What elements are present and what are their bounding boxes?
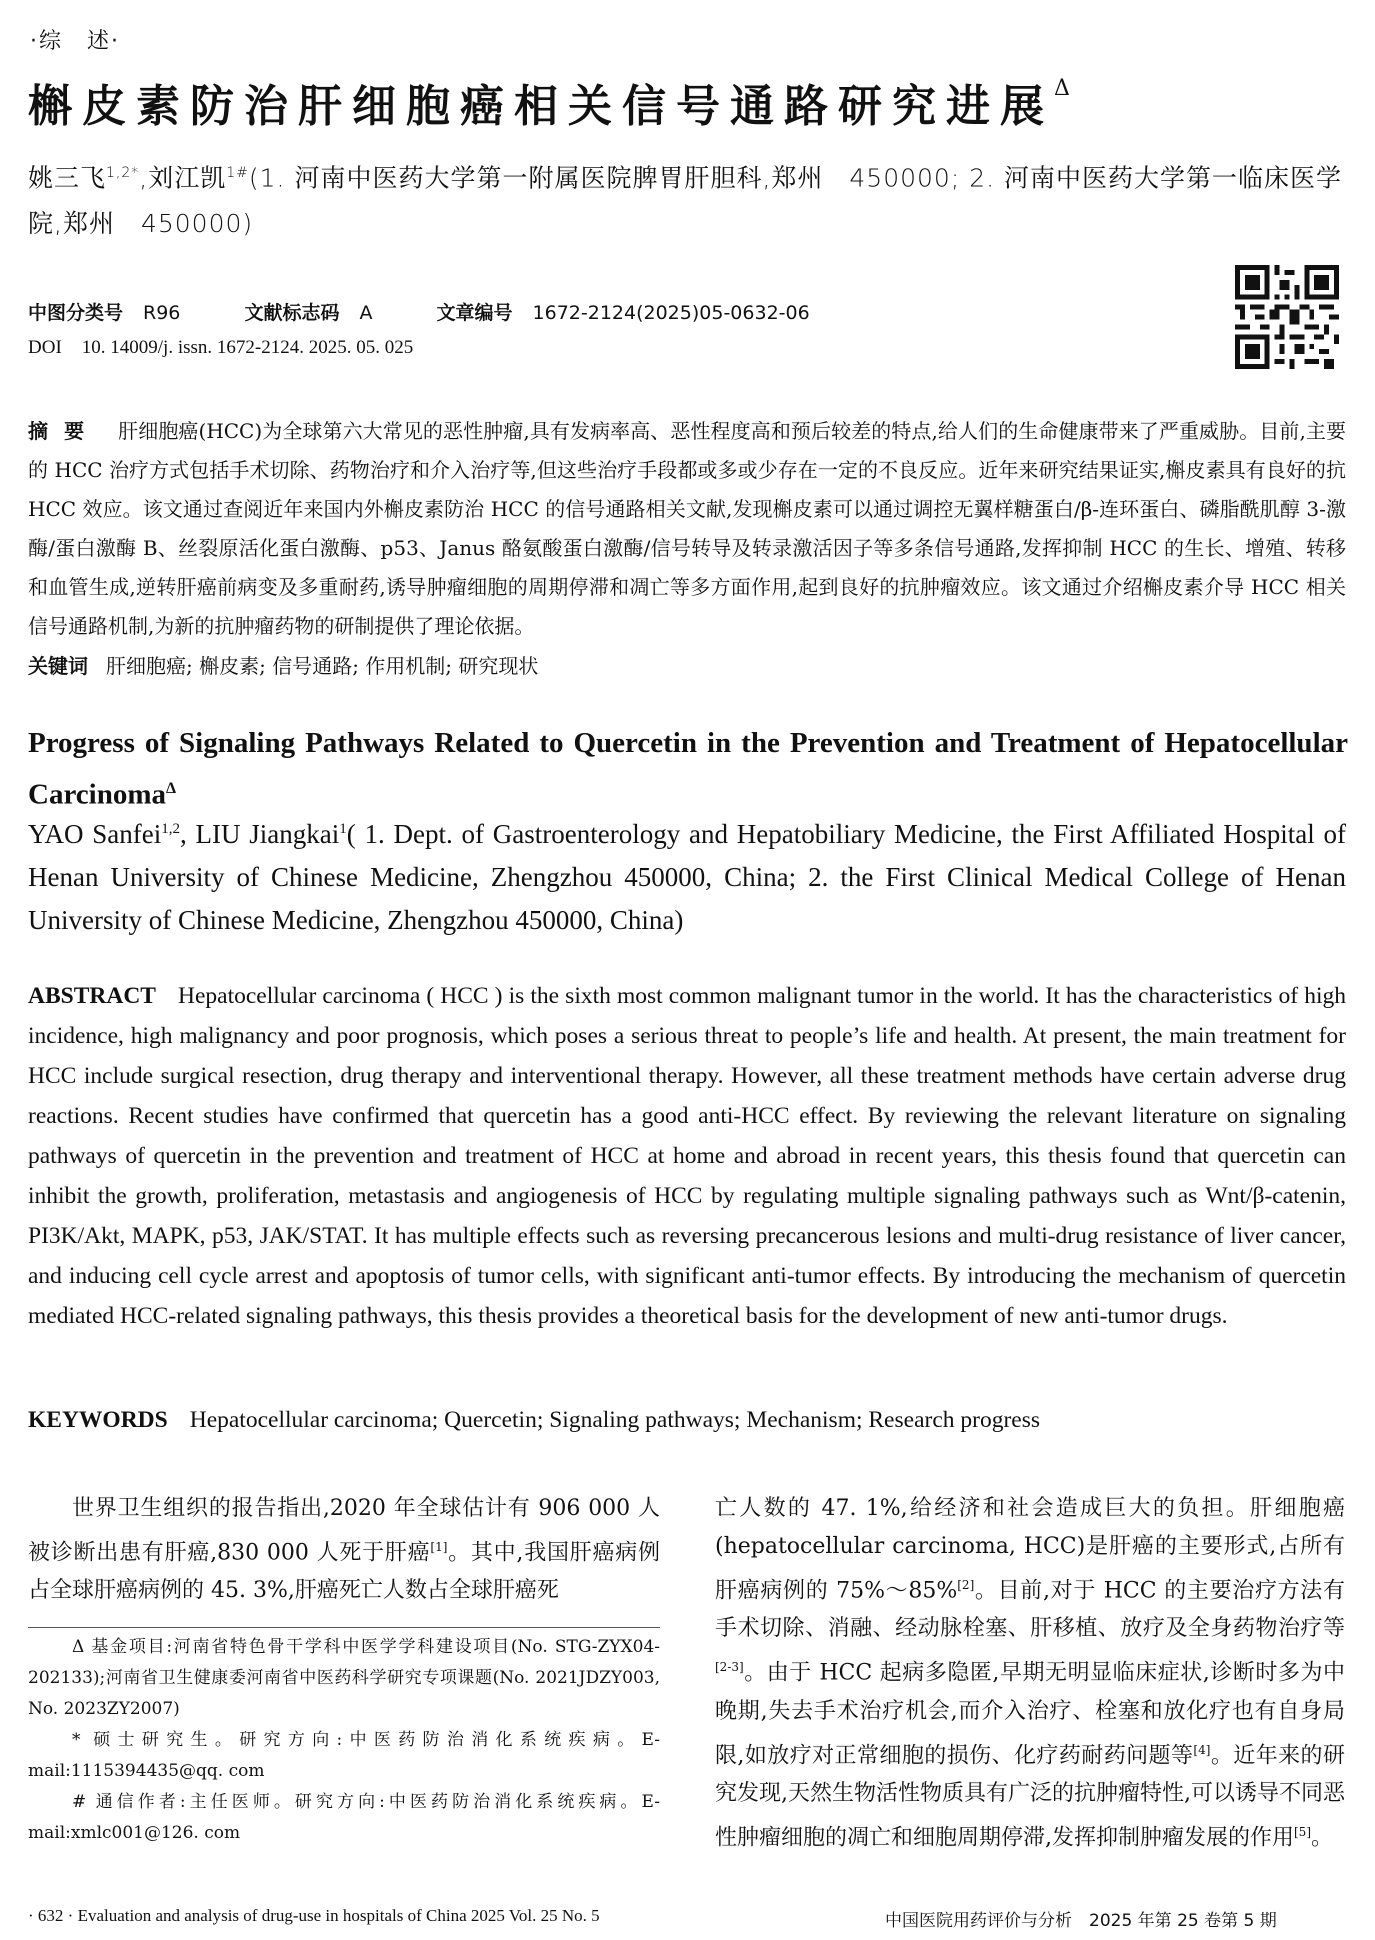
body-text: 。其中,我国肝癌病例占全球肝癌病例的 45. 3%,肝癌死亡人数占全球肝癌死	[28, 1540, 660, 1604]
citation-link[interactable]: [5]	[1294, 1824, 1311, 1839]
body-text: 。目前,对于 HCC 的主要治疗方法有手术切除、消融、经动脉栓塞、肝移植、放疗及全身药物治疗等	[715, 1578, 1345, 1642]
english-affiliation: ( 1. Dept. of Gastroenterology and Hepatobiliary Medicine, the First Affiliated Hospital of Henan University of Chinese Medicine, Zhengzhou 450000, China; 2. the First Clinical Medical College of Henan University of Chinese Medicine, Zhengzhou 450000, China)	[28, 819, 1346, 935]
author-2-footnote: # 通信作者:主任医师。研究方向:中医药防治消化系统疾病。E-mail:xmlc001@126. com	[28, 1792, 660, 1843]
english-keywords-text: Hepatocellular carcinoma; Quercetin; Signaling pathways; Mechanism; Research progress	[189, 1407, 1040, 1433]
author-1: 姚三飞	[28, 163, 107, 193]
footnotes	[28, 1632, 660, 1849]
english-author-1: YAO Sanfei	[28, 819, 162, 849]
chinese-keywords	[28, 650, 538, 679]
article-no-value: 1672-2124(2025)05-0632-06	[532, 302, 810, 324]
page-footer-right: 中国医院用药评价与分析 2025 年第 25 卷第 5 期	[885, 1911, 1277, 1931]
english-keywords-label: KEYWORDS	[28, 1407, 168, 1433]
chinese-abstract-label: 摘要	[28, 419, 101, 443]
doi-line	[28, 337, 413, 359]
section-tag: ·综 述·	[30, 29, 120, 54]
english-abstract	[28, 976, 1346, 1336]
chinese-keywords-label: 关键词	[28, 654, 88, 678]
classification-line	[28, 298, 810, 325]
english-author-1-sup: 1,2	[161, 821, 180, 837]
page-footer-left: · 632 · Evaluation and analysis of drug-use in hospitals of China 2025 Vol. 25 No. 5	[28, 1906, 600, 1925]
qr-code-icon[interactable]	[1235, 264, 1339, 370]
chinese-keywords-text: 肝细胞癌; 槲皮素; 信号通路; 作用机制; 研究现状	[106, 654, 539, 678]
chinese-title	[28, 70, 1070, 134]
chinese-title-text: 槲皮素防治肝细胞癌相关信号通路研究进展	[28, 81, 1054, 132]
english-title-text: Progress of Signaling Pathways Related to Quercetin in the Prevention and Treatment of Hepatocellular Carcinoma	[28, 727, 1348, 811]
doi-value: 10. 14009/j. issn. 1672-2124. 2025. 05. 025	[81, 337, 414, 358]
body-text: 亡人数的 47. 1%,给经济和社会造成巨大的负担。肝细胞癌(hepatocellular carcinoma, HCC)是肝癌的主要形式,占所有肝癌病例的 75%～85%	[715, 1496, 1345, 1604]
author-1-footnote: * 硕士研究生。研究方向:中医药防治消化系统疾病。E-mail:1115394435@qq. com	[28, 1730, 660, 1781]
body-text: 。	[1311, 1825, 1334, 1851]
english-keywords	[28, 1407, 1040, 1434]
article-no-label: 文章编号	[436, 302, 513, 324]
english-authors: YAO Sanfei$^{1,2}$, LIU Jiangkai$^1$( 1. Dept. of Gastroenterology and Hepatobiliary Medicine, the First Affiliated Hospital of Henan University of Chinese Medicine, Zhengzhou 450000, China; 2. the First Clinical Medical College of Henan University of Chinese Medicine, Zhengzhou 450000, China)	[28, 819, 1346, 935]
body-left-column	[28, 1490, 660, 1610]
chinese-authors	[28, 150, 1348, 247]
english-fund-mark: Δ	[166, 780, 177, 797]
author-1-sup: 1,2*	[106, 165, 140, 181]
chinese-abstract	[28, 412, 1346, 646]
clc-value: R96	[143, 302, 181, 324]
doc-code-value: A	[359, 302, 373, 324]
body-right-column	[715, 1490, 1345, 1857]
clc-label: 中图分类号	[28, 302, 124, 324]
english-title	[28, 720, 1348, 818]
author-2-sup: 1#	[226, 165, 249, 181]
citation-link[interactable]: [2]	[957, 1578, 975, 1592]
citation-link[interactable]: [2-3]	[715, 1660, 744, 1675]
english-abstract-text: Hepatocellular carcinoma ( HCC ) is the sixth most common malignant tumor in the world. It has the characteristics of high incidence, high malignancy and poor prognosis, which poses a serious threat to people’s life and health. At present, the main treatment for HCC include surgical resection, drug therapy and interventional therapy. However, all these treatment methods have certain adverse drug reactions. Recent studies have confirmed that quercetin has a good anti-HCC effect. By reviewing the relevant literature on signaling pathways of quercetin in the prevention and treatment of HCC at home and abroad in recent years, this thesis found that quercetin can inhibit the growth, proliferation, metastasis and angiogenesis of HCC by regulating multiple signaling pathways such as Wnt/β-catenin, PI3K/Akt, MAPK, p53, JAK/STAT. It has multiple effects such as reversing precancerous lesions and multi-drug resistance of liver cancer, and inducing cell cycle arrest and apoptosis of tumor cells, with significant anti-tumor effects. By introducing the mechanism of quercetin mediated HCC-related signaling pathways, this thesis provides a theoretical basis for the development of new anti-tumor drugs.	[28, 983, 1346, 1329]
footnote-divider	[28, 1627, 660, 1628]
fund-mark: Δ	[1054, 76, 1070, 101]
english-abstract-label: ABSTRACT	[28, 983, 156, 1009]
citation-link[interactable]: [4]	[1193, 1742, 1211, 1757]
body-text: 。由于 HCC 起病多隐匿,早期无明显临床症状,诊断时多为中晚期,失去手术治疗机会,而介入治疗、栓塞和放化疗也有自身局限,如放疗对正常细胞的损伤、化疗药耐药问题等	[715, 1660, 1345, 1768]
author-separator: ,	[139, 163, 149, 193]
body-text: 世界卫生组织的报告指出,2020 年全球估计有 906 000 人被诊断出患有肝癌,830 000 人死于肝癌	[28, 1496, 660, 1566]
doi-label: DOI	[28, 337, 62, 358]
doc-code-label: 文献标志码	[244, 302, 340, 324]
english-author-2: LIU Jiangkai	[195, 819, 340, 849]
english-author-2-sup: 1	[339, 821, 347, 837]
fund-footnote: Δ 基金项目:河南省特色骨干学科中医学学科建设项目(No. STG-ZYX04-202133);河南省卫生健康委河南省中医药科学研究专项课题(No. 2021JDZY003, No. 2023ZY2007)	[28, 1637, 660, 1719]
chinese-abstract-text: 肝细胞癌(HCC)为全球第六大常见的恶性肿瘤,具有发病率高、恶性程度高和预后较差的特点,给人们的生命健康带来了严重威胁。目前,主要的 HCC 治疗方式包括手术切除、药物治疗和介入治疗等,但这些治疗手段都或多或少存在一定的不良反应。近年来研究结果证实,槲皮素具有良好的抗 HCC 效应。该文通过查阅近年来国内外槲皮素防治 HCC 的信号通路相关文献,发现槲皮素可以通过调控无翼样糖蛋白/β-连环蛋白、磷脂酰肌醇 3-激酶/蛋白激酶 B、丝裂原活化蛋白激酶、p53、Janus 酪氨酸蛋白激酶/信号转导及转录激活因子等多条信号通路,发挥抑制 HCC 的生长、增殖、转移和血管生成,逆转肝癌前病变及多重耐药,诱导肿瘤细胞的周期停滞和凋亡等多方面作用,起到良好的抗肿瘤效应。该文通过介绍槲皮素介导 HCC 相关信号通路机制,为新的抗肿瘤药物的研制提供了理论依据。	[28, 419, 1346, 638]
body-text: 。近年来的研究发现,天然生物活性物质具有广泛的抗肿瘤特性,可以诱导不同恶性肿瘤细胞的凋亡和细胞周期停滞,发挥抑制肿瘤发展的作用	[715, 1742, 1345, 1851]
affiliation-cn: (1. 河南中医药大学第一附属医院脾胃肝胆科,郑州 450000; 2. 河南中医药大学第一临床医学院,郑州 450000)	[28, 163, 1342, 239]
citation-link[interactable]: [1]	[430, 1540, 448, 1554]
author-2: 刘江凯	[148, 163, 227, 193]
